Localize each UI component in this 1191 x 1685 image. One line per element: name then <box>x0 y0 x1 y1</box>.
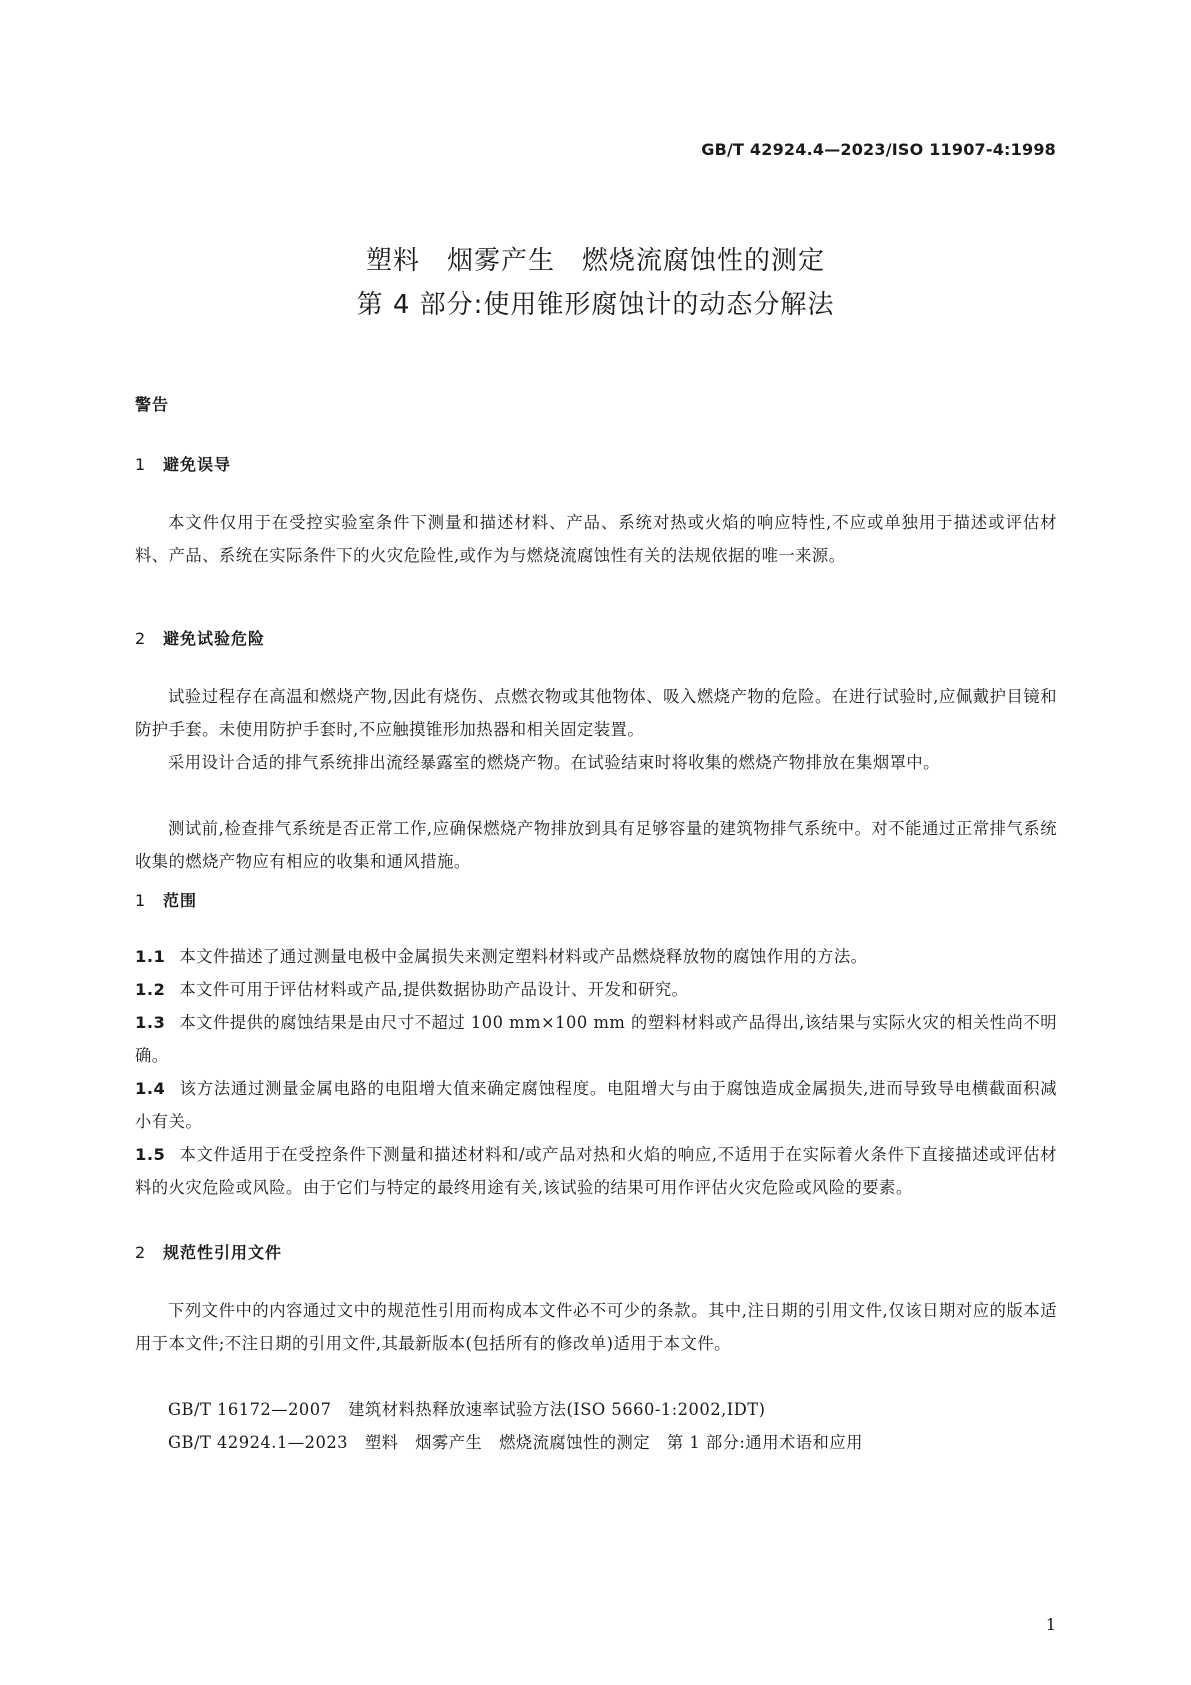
page-number: 1 <box>1045 1615 1056 1634</box>
document-title: 塑料 烟雾产生 燃烧流腐蚀性的测定 <box>365 246 825 276</box>
section-number: 1 <box>135 455 147 474</box>
warning-section-2-paragraph-1: 试验过程存在高温和燃烧产物,因此有烧伤、点燃衣物或其他物体、吸入燃烧产物的危险。在进行试验时,应佩戴护目镜和防护手套。未使用防护手套时,不应触摸锥形加热器和相关固定装置。 <box>135 687 1057 739</box>
clause-1-5 <box>135 1138 1057 1204</box>
warning-section-2-paragraph-2: 采用设计合适的排气系统排出流经暴露室的燃烧产物。在试验结束时将收集的燃烧产物排放在集烟罩中。 <box>168 753 940 772</box>
section-title: 规范性引用文件 <box>163 1243 283 1262</box>
clause-1-4 <box>135 1072 1057 1138</box>
warning-section-1-heading <box>135 452 231 475</box>
warning-section-2-heading <box>135 626 265 649</box>
clause-1-3 <box>135 1006 1057 1072</box>
clause-1-2 <box>135 973 1057 1006</box>
warning-heading: 警告 <box>135 395 170 414</box>
warning-section-2-paragraph-3: 测试前,检查排气系统是否正常工作,应确保燃烧产物排放到具有足够容量的建筑物排气系统中。对不能通过正常排气系统收集的燃烧产物应有相应的收集和通风措施。 <box>135 819 1057 871</box>
section-number: 1 <box>135 891 147 910</box>
clause-number: 1.5 <box>135 1145 166 1164</box>
section-number: 2 <box>135 629 147 648</box>
clause-text: 本文件适用于在受控条件下测量和描述材料和/或产品对热和火焰的响应,不适用于在实际着火条件下直接描述或评估材料的火灾危险或风险。由于它们与特定的最终用途有关,该试验的结果可用作评估火灾危险或风险的要素。 <box>135 1145 1057 1197</box>
clause-number: 1.4 <box>135 1079 166 1098</box>
section-number: 2 <box>135 1243 147 1262</box>
section-title: 避免试验危险 <box>163 629 266 648</box>
clause-1-1 <box>135 940 1057 973</box>
clause-text: 该方法通过测量金属电路的电阻增大值来确定腐蚀程度。电阻增大与由于腐蚀造成金属损失,进而导致导电横截面积减小有关。 <box>135 1079 1057 1131</box>
clause-number: 1.3 <box>135 1013 166 1032</box>
clause-text: 本文件可用于评估材料或产品,提供数据协助产品设计、开发和研究。 <box>179 980 689 999</box>
reference-item: GB/T 42924.1—2023 塑料 烟雾产生 燃烧流腐蚀性的测定 第 1 部分:通用术语和应用 <box>168 1433 863 1452</box>
normative-references-paragraph: 下列文件中的内容通过文中的规范性引用而构成本文件必不可少的条款。其中,注日期的引用文件,仅该日期对应的版本适用于本文件;不注日期的引用文件,其最新版本(包括所有的修改单)适用于本文件。 <box>135 1301 1057 1353</box>
normative-references-heading <box>135 1240 282 1263</box>
clause-text: 本文件提供的腐蚀结果是由尺寸不超过 100 mm×100 mm 的塑料材料或产品得出,该结果与实际火灾的相关性尚不明确。 <box>135 1013 1057 1065</box>
scope-heading <box>135 888 197 911</box>
document-subtitle: 第 4 部分:使用锥形腐蚀计的动态分解法 <box>356 290 835 320</box>
clause-text: 本文件描述了通过测量电极中金属损失来测定塑料材料或产品燃烧释放物的腐蚀作用的方法。 <box>179 947 868 966</box>
section-title: 范围 <box>163 891 198 910</box>
warning-section-1-paragraph: 本文件仅用于在受控实验室条件下测量和描述材料、产品、系统对热或火焰的响应特性,不应或单独用于描述或评估材料、产品、系统在实际条件下的火灾危险性,或作为与燃烧流腐蚀性有关的法规依据的唯一来源。 <box>135 513 1057 565</box>
section-title: 避免误导 <box>163 455 232 474</box>
reference-item: GB/T 16172—2007 建筑材料热释放速率试验方法(ISO 5660-1:2002,IDT) <box>168 1400 766 1419</box>
clause-number: 1.1 <box>135 947 166 966</box>
clause-number: 1.2 <box>135 980 166 999</box>
document-header: GB/T 42924.4—2023/ISO 11907-4:1998 <box>701 140 1056 159</box>
